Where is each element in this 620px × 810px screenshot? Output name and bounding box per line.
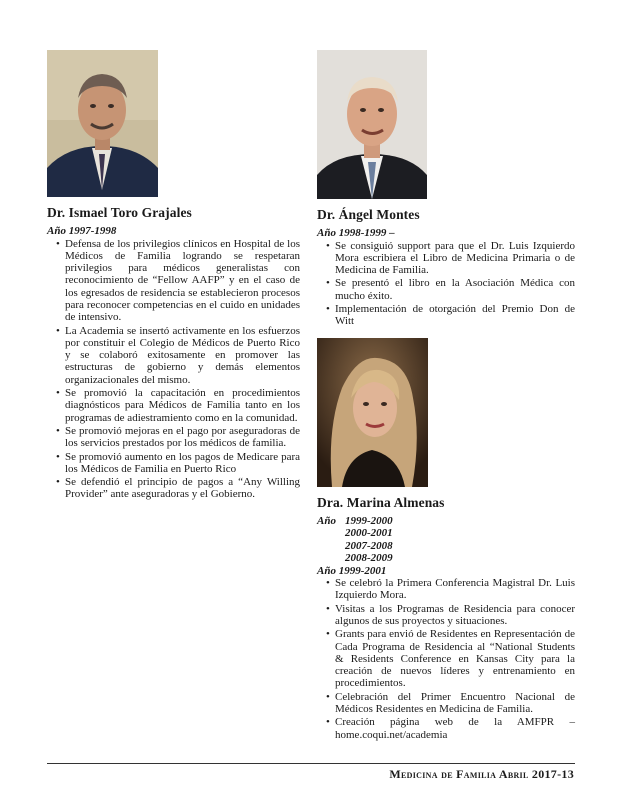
years-label: Año [317, 514, 336, 527]
footer-divider [47, 763, 575, 764]
list-item: • Se celebró la Primera Conferencia Magistral Dr. Luis Izquierdo Mora. [335, 577, 575, 602]
list-item: • Se consiguió support para que el Dr. Luis Izquierdo Mora escribiera el Libro de Medicina Primaria o de Medicina de Familia. [335, 240, 575, 277]
tenure-year: Año 1997-1998 [47, 225, 117, 237]
portrait-almenas-image [317, 338, 428, 487]
person-name: Dra. Marina Almenas [317, 494, 445, 510]
list-item: • Se presentó el libro en la Asociación Médica con mucho éxito. [335, 277, 575, 302]
year-range: 2008-2009 [345, 552, 393, 565]
list-item: • Se promovió la capacitación en procedimientos diagnósticos para Médicos de Familia tanto en los programas de adiestramiento como en la comunidad. [65, 387, 300, 424]
list-item: • Se defendió el principio de pagos a “Any Willing Provider” ante aseguradoras y el Gobierno. [65, 476, 300, 501]
portrait-photo-toro [47, 50, 158, 197]
accomplishments-list [317, 240, 575, 328]
accomplishments-list [47, 238, 300, 501]
year-range: 1999-2000 [345, 514, 393, 527]
tenure-year: Año 1999-2001 [317, 564, 387, 577]
list-item: • Celebración del Primer Encuentro Nacional de Médicos Residentes en Medicina de Familia. [335, 691, 575, 716]
year-range: 2000-2001 [345, 527, 393, 540]
list-item: • Creación página web de la AMFPR – home.coqui.net/academia [335, 716, 575, 741]
person-name: Dr. Ángel Montes [317, 207, 420, 222]
person-name: Dr. Ismael Toro Grajales [47, 205, 192, 220]
list-item: • Se promovió aumento en los pagos de Medicare para los Médicos de Familia en Puerto Rico [65, 451, 300, 476]
tenure-year: Año 1998-1999 – [317, 227, 395, 239]
list-item: • Grants para envió de Residentes en Representación de Cada Programa de Residencia al “National Students & Residents Conference en Kansas City para la creación de nuevos líderes y entrenamiento en procedimientos. [335, 628, 575, 689]
list-item: • Defensa de los privilegios clínicos en Hospital de los Médicos de Familia logrando se respetaran privilegios para médicos generalistas con reconocimiento de “Fellow AAFP” y en el caso de los egresados de residencia se establecieron procesos para reconocer competencias en el cuido en unidades de intensivo. [65, 238, 300, 324]
list-item: • Implementación de otorgación del Premio Don de Witt [335, 303, 575, 328]
portrait-montes-image [317, 50, 427, 199]
tenure-years [317, 515, 575, 565]
year-range: 2007-2008 [345, 539, 393, 552]
portrait-photo-almenas [317, 338, 428, 487]
list-item: • Se promovió mejoras en el pago por aseguradoras de los servicios prestados por los médicos de familia. [65, 425, 300, 450]
accomplishments-list [317, 577, 575, 741]
portrait-photo-montes [317, 50, 427, 199]
page-footer: Medicina de Familia Abril 2017-13 [389, 767, 574, 781]
list-item: • Visitas a los Programas de Residencia para conocer algunos de sus proyectos y situaciones. [335, 603, 575, 628]
portrait-toro-image [47, 50, 158, 197]
right-column [317, 50, 575, 742]
list-item: • La Academia se insertó activamente en los esfuerzos por constituir el Colegio de Médicos de Puerto Rico y se colaboró exitosamente en promover las estructuras de gobierno y demás elementos organizacionales del mismo. [65, 325, 300, 386]
left-column [47, 50, 300, 502]
